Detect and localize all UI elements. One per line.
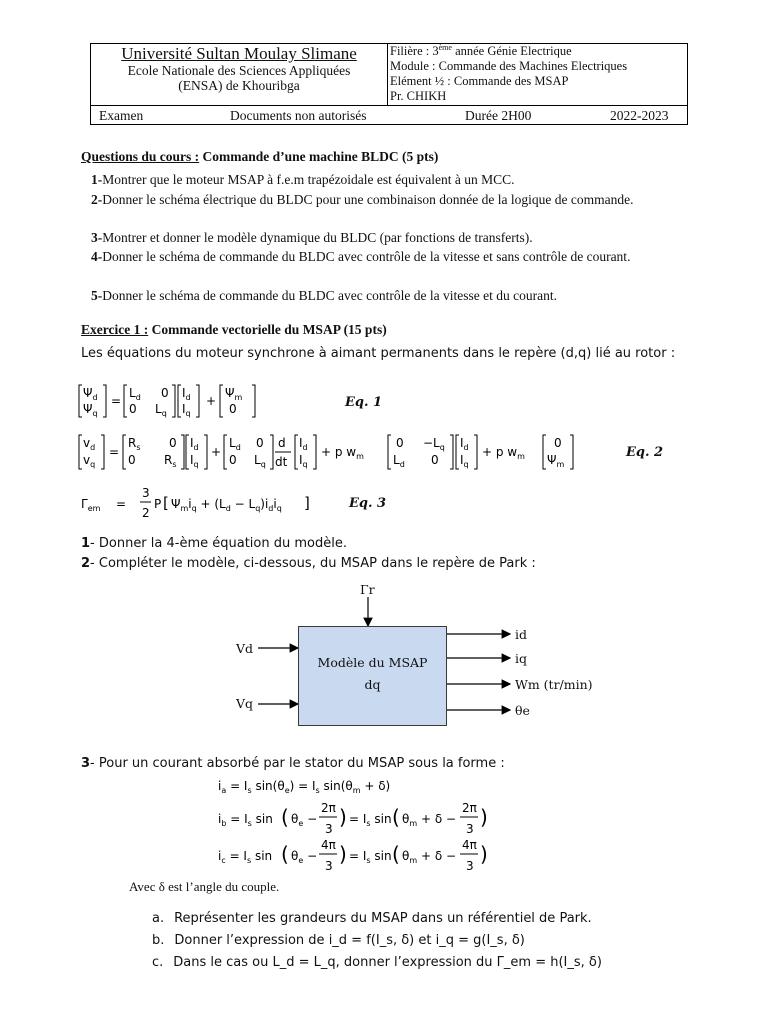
q2-number: 2 <box>81 556 91 571</box>
eq1-label: Eq. 1 <box>345 395 383 410</box>
question-text: Donner le schéma électrique du BLDC pour une combinaison donnée de la logique de commande. <box>102 192 634 207</box>
svg-text:0: 0 <box>396 436 404 450</box>
svg-text:Iq: $I_q$ <box>182 402 191 418</box>
svg-text:+ p wm: + p $w_m$ <box>482 445 525 461</box>
question-item <box>91 286 695 305</box>
input-vq: Vq <box>236 696 254 711</box>
svg-text:): ) <box>480 805 488 829</box>
svg-text:=: = <box>116 497 127 511</box>
question-text: Donner le schéma de commande du BLDC avec contrôle de la vitesse et sans contrôle de courant. <box>102 249 631 264</box>
svg-text:3: 3 <box>142 486 150 500</box>
exam-label: Examen <box>99 108 144 123</box>
svg-text:0: 0 <box>229 453 237 467</box>
svg-text:Iq: $I_q$ <box>299 453 308 469</box>
filiere-sup: ème <box>438 42 452 52</box>
svg-text:+: + <box>211 445 222 459</box>
question-text: Montrer que le moteur MSAP à f.e.m trapézoidale est équivalent à un MCC. <box>102 172 515 187</box>
questions-heading-label: Questions du cours : <box>81 149 200 164</box>
input-vd: Vd <box>236 641 254 656</box>
question-text: Montrer et donner le modèle dynamique du BLDC (par fonctions de transferts). <box>102 230 533 245</box>
output-iq: iq <box>515 651 527 666</box>
svg-text:Ψm: $\Psi_m$ <box>225 386 243 402</box>
q1-text: - Donner la 4-ème équation du modèle. <box>90 536 347 551</box>
filiere <box>390 44 689 59</box>
svg-text:Rs: $R_s$ <box>164 453 177 469</box>
exercise-intro: Les équations du moteur synchrone à aimant permanents dans le repère (d,q) lié au rotor : <box>81 346 676 361</box>
equation-1 <box>78 381 298 421</box>
output-id: id <box>515 627 527 642</box>
svg-text:+ p wm: + p $w_m$ <box>321 445 364 461</box>
school-line-2: (ENSA) de Khouribga <box>178 78 300 93</box>
exercise-heading <box>81 321 387 338</box>
svg-text:Id: $I_d$ <box>182 386 191 402</box>
documents-note: Documents non autorisés <box>230 108 367 123</box>
svg-text:0: 0 <box>161 386 169 400</box>
svg-text:Ld: $L_d$ <box>229 436 241 452</box>
sub-question-b <box>152 932 525 949</box>
svg-text:2: 2 <box>142 506 150 520</box>
sub-c-label: c. <box>152 955 164 970</box>
svg-text:+: + <box>206 394 217 408</box>
university-name: Université Sultan Moulay Slimane <box>121 44 357 63</box>
svg-text:0: 0 <box>256 436 264 450</box>
exercise-q3 <box>81 755 505 772</box>
block-subtitle: dq <box>364 677 381 692</box>
q3-number: 3 <box>81 756 91 771</box>
question-number: 2- <box>91 192 103 207</box>
question-number: 5- <box>91 288 103 303</box>
output-theta: θe <box>515 703 530 718</box>
output-wm: Wm (tr/min) <box>515 677 593 692</box>
svg-text:0: 0 <box>128 453 136 467</box>
svg-text:3: 3 <box>325 822 333 836</box>
svg-text:]: ] <box>304 494 310 512</box>
element: Elément ½ : Commande des MSAP <box>390 74 569 88</box>
svg-text:Ψd: $\Psi_d$ <box>83 386 98 402</box>
svg-text:Lq: $L_q$ <box>155 402 167 418</box>
msap-model-block <box>298 626 447 726</box>
svg-text:Ld: $L_d$ <box>129 386 141 402</box>
svg-text:0: 0 <box>554 436 562 450</box>
svg-text:4π: 4π <box>321 838 336 852</box>
svg-text:dt: dt <box>275 455 288 469</box>
eq2-label: Eq. 2 <box>626 445 664 460</box>
svg-text:θm + δ −: $\theta_m + \delta$ − <box>402 812 457 828</box>
svg-text:3: 3 <box>325 859 333 873</box>
svg-text:0: 0 <box>129 402 137 416</box>
svg-text:0: 0 <box>431 453 439 467</box>
svg-text:4π: 4π <box>462 838 477 852</box>
svg-text:(: ( <box>281 805 289 829</box>
svg-text:Iq: $I_q$ <box>190 453 199 469</box>
block-title: Modèle du MSAP <box>317 655 428 670</box>
svg-text:Id: $I_d$ <box>299 436 308 452</box>
svg-text:2π: 2π <box>462 801 477 815</box>
svg-text:ib = Is sin: $i_b = I_s$ sin <box>218 812 273 828</box>
question-item <box>91 228 695 247</box>
question-item <box>91 247 695 266</box>
sub-question-c <box>152 954 602 971</box>
q3-text: - Pour un courant absorbé par le stator du MSAP sous la forme : <box>90 756 505 771</box>
sub-a-text: Représenter les grandeurs du MSAP dans un référentiel de Park. <box>174 911 592 926</box>
svg-text:[: [ <box>163 494 169 512</box>
svg-text:ia = Is sin(θe) = Is sin(θm +: $i_a = I_s$ $\sin(\theta_e) = I_s$ $\sin(\theta_m + \delta)$ <box>218 779 391 795</box>
svg-text:2π: 2π <box>321 801 336 815</box>
svg-text:Rs: $R_s$ <box>128 436 141 452</box>
svg-text:=: = <box>111 394 122 408</box>
school-line-1: Ecole Nationale des Sciences Appliquées <box>127 63 351 78</box>
filiere-pre: Filière : 3 <box>390 44 439 58</box>
svg-text:(: ( <box>392 805 400 829</box>
header-institution <box>91 44 388 105</box>
exercise-heading-label: Exercice 1 : <box>81 322 149 337</box>
svg-text:θm + δ −: $\theta_m + \delta$ − <box>402 849 457 865</box>
svg-text:3: 3 <box>466 822 474 836</box>
question-item <box>91 170 695 189</box>
header-table <box>90 43 688 125</box>
svg-text:=: = <box>109 445 120 459</box>
svg-text:vq: $v_q$ <box>83 453 96 469</box>
sub-a-label: a. <box>152 911 165 926</box>
svg-text:Id: $I_d$ <box>190 436 199 452</box>
question-number: 4- <box>91 249 103 264</box>
svg-text:ic = Is sin: $i_c = I_s$ sin <box>218 849 273 865</box>
svg-text:= Is sin: = $I_s$ sin <box>349 812 392 828</box>
question-text: Donner le schéma de commande du BLDC avec contrôle de la vitesse et du courant. <box>102 288 557 303</box>
svg-text:Id: $I_d$ <box>460 436 469 452</box>
questions-heading-text: Commande d’une machine BLDC (5 pts) <box>199 149 439 164</box>
sub-c-text: Dans le cas ou L_d = L_q, donner l’expression du Γ_em = h(I_s, δ) <box>173 955 602 970</box>
svg-text:0: 0 <box>169 436 177 450</box>
question-number: 3- <box>91 230 103 245</box>
svg-text:Lq: $L_q$ <box>254 453 266 469</box>
svg-text:(: ( <box>281 842 289 866</box>
svg-text:Γem: $\Gamma_{em}$ <box>81 497 101 513</box>
delta-note: Avec δ est l’angle du couple. <box>129 879 280 894</box>
svg-text:= Is sin: = $I_s$ sin <box>349 849 392 865</box>
exercise-heading-text: Commande vectorielle du MSAP (15 pts) <box>148 322 387 337</box>
header-course-info <box>388 44 689 105</box>
equation-3 <box>78 484 368 524</box>
svg-text:θe −: $\theta_e$ − <box>291 812 318 828</box>
q2-text: - Compléter le modèle, ci-dessous, du MSAP dans le repère de Park : <box>90 556 536 571</box>
filiere-post: année Génie Electrique <box>451 44 572 58</box>
current-equations <box>215 776 515 876</box>
professor: Pr. CHIKH <box>390 89 447 103</box>
exercise-q1 <box>81 535 347 552</box>
module: Module : Commande des Machines Electriques <box>390 59 628 73</box>
q1-number: 1 <box>81 536 91 551</box>
svg-text:vd: $v_d$ <box>83 436 96 452</box>
svg-text:P: P <box>154 497 162 511</box>
svg-text:): ) <box>480 842 488 866</box>
svg-text:): ) <box>339 842 347 866</box>
question-number: 1- <box>91 172 103 187</box>
input-gamma-r: Γr <box>360 582 375 597</box>
exercise-q2 <box>81 555 536 572</box>
svg-text:0: 0 <box>229 402 237 416</box>
equation-2 <box>78 431 638 475</box>
svg-text:Iq: $I_q$ <box>460 453 469 469</box>
svg-text:Ψq: $\Psi_q$ <box>83 402 98 418</box>
question-item <box>91 190 695 209</box>
svg-text:(: ( <box>392 842 400 866</box>
sub-b-label: b. <box>152 933 165 948</box>
header-exam-row <box>91 105 687 125</box>
eq3-label: Eq. 3 <box>349 496 387 511</box>
svg-text:d: d <box>278 436 286 450</box>
questions-heading <box>81 148 438 165</box>
duration: Durée 2H00 <box>465 108 532 123</box>
svg-text:): ) <box>339 805 347 829</box>
msap-block-diagram <box>228 582 628 732</box>
sub-question-a <box>152 910 592 927</box>
svg-text:Ld: $L_d$ <box>393 453 405 469</box>
svg-text:−Lq: $-L_q$ <box>423 436 445 452</box>
sub-b-text: Donner l’expression de i_d = f(I_s, δ) et i_q = g(I_s, δ) <box>174 933 525 948</box>
academic-year: 2022-2023 <box>610 108 669 123</box>
svg-text:Ψmiq + (Ld − Lq)idiq: $\Psi_mi_q + (L_d - L_q)i_di_q$ <box>171 497 282 513</box>
svg-text:Ψm: $\Psi_m$ <box>547 453 565 469</box>
svg-text:3: 3 <box>466 859 474 873</box>
svg-text:θe −: $\theta_e$ − <box>291 849 318 865</box>
